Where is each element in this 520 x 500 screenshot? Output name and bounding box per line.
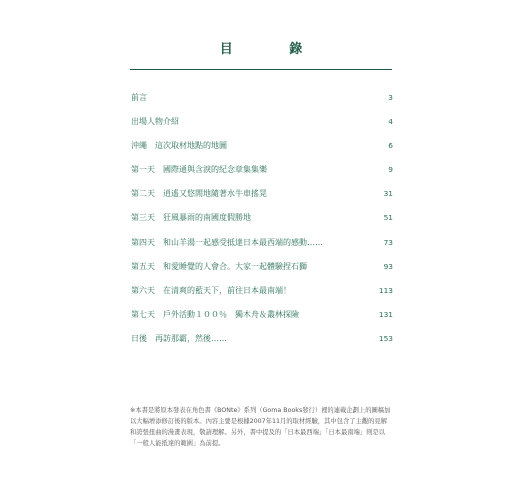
toc-label: 第三天 狂風暴雨的南國度假勝地 — [131, 213, 251, 223]
toc-row[interactable] — [131, 309, 393, 321]
page-title: 目 錄 — [219, 42, 329, 57]
toc-row[interactable] — [131, 236, 393, 248]
toc-page-number: 31 — [383, 189, 393, 199]
toc-page-number: 113 — [378, 286, 393, 295]
toc-label: 日後 再訪那霸，然後…… — [131, 334, 227, 344]
toc-label: 第七天 戶外活動１００％ 獨木舟＆叢林探險 — [131, 310, 299, 320]
toc-page-number: 131 — [378, 310, 393, 320]
toc-page-number: 6 — [388, 140, 393, 150]
toc-row[interactable] — [131, 333, 393, 345]
toc-label: 第四天 和山羊湯一起感受抵達日本最西端的感動…… — [131, 237, 323, 247]
toc-page-number: 9 — [388, 165, 393, 175]
toc-row[interactable] — [131, 91, 393, 103]
table-of-contents — [131, 91, 393, 357]
footnote: ※本書是將原本發表在角色書《BONte》系列（Goma Books發行）裡的連載企劃上的圖稿加以大幅增添修訂後的版本。內容主要是根據2007年11月的取材經驗，其中包含了主觀的見解和誇張扭曲的漫畫表現，敬請理解。另外，書中提及的「日本最西端」「日本最南端」則是以「一般人能抵達的範圍」為前提。 — [130, 407, 391, 447]
toc-row[interactable] — [131, 188, 393, 200]
toc-label: 第五天 和愛睡覺的人會合。大家一起體驗捏石獅 — [131, 261, 307, 271]
toc-page-number: 153 — [378, 334, 393, 344]
toc-label: 前言 — [131, 92, 147, 102]
toc-row[interactable] — [131, 115, 393, 127]
toc-row[interactable] — [131, 139, 393, 151]
toc-page-number: 3 — [388, 92, 393, 102]
toc-label: 第一天 國際通與含淚的紀念章集集樂 — [131, 165, 267, 175]
toc-row[interactable] — [131, 212, 393, 224]
toc-page-number: 93 — [383, 261, 393, 271]
title-divider — [130, 69, 392, 70]
toc-page-number: 51 — [383, 213, 393, 223]
toc-label: 沖繩 這次取材地點的地圖 — [131, 140, 227, 150]
toc-page-number: 4 — [388, 116, 393, 126]
toc-label: 第六天 在清爽的藍天下，前往日本最南端！ — [131, 286, 291, 295]
toc-label: 出場人物介紹 — [131, 116, 179, 126]
toc-row[interactable] — [131, 285, 393, 297]
toc-page-number: 73 — [383, 237, 393, 247]
toc-row[interactable] — [131, 260, 393, 272]
toc-row[interactable] — [131, 164, 393, 176]
toc-label: 第二天 逍遙又悠閒地隨著水牛車搖晃 — [131, 189, 267, 199]
